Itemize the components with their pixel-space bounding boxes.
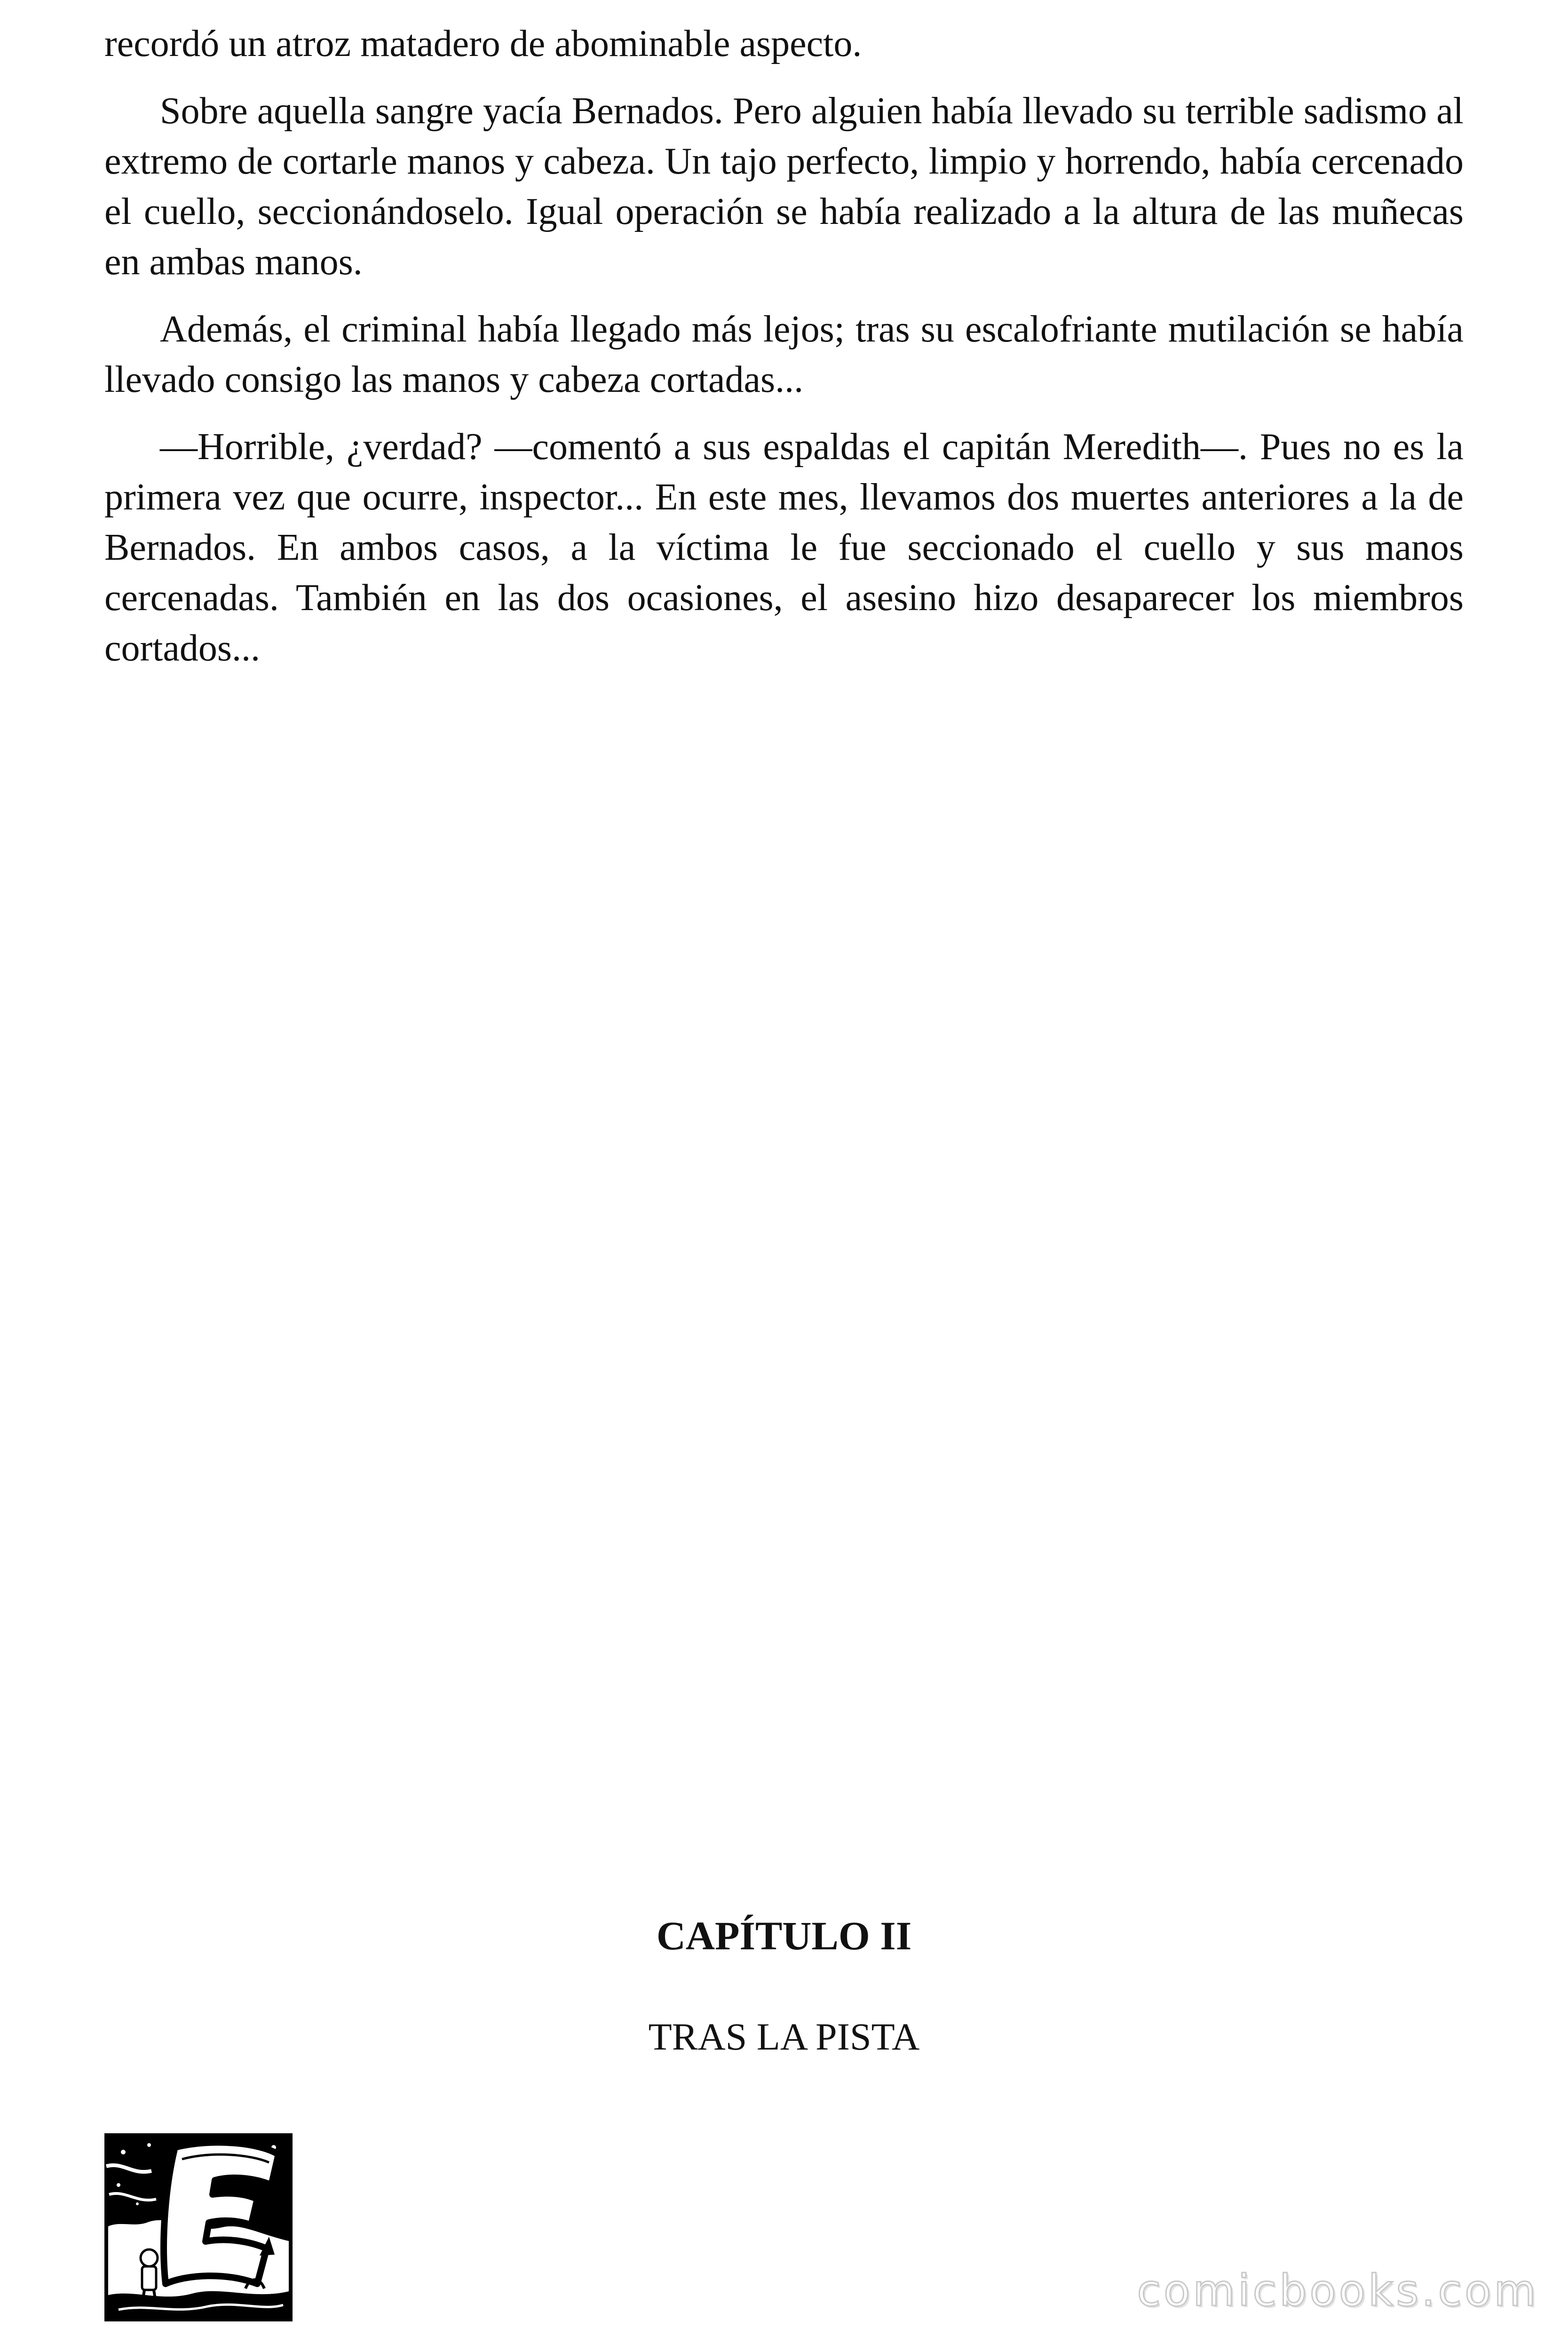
watermark: comicbooks.com	[1137, 2265, 1539, 2316]
paragraph: Además, el criminal había llegado más lejos; tras su escalofriante mutilación se había llevado consigo las manos y cabeza cortadas...	[104, 309, 1464, 400]
letter-e-astronaut-logo-icon	[104, 2133, 293, 2321]
paragraph: Sobre aquella sangre yacía Bernados. Pero alguien había llevado su terrible sadismo al extremo de cortarle manos y cabeza. Un tajo perfecto, limpio y horrendo, había cercenado el cuello, seccionándoselo. Igual operación se había realizado a la altura de las muñecas en ambas manos.	[104, 90, 1464, 283]
body-text	[104, 19, 1464, 691]
chapter-title: TRAS LA PISTA	[648, 2015, 920, 2058]
paragraph: —Horrible, ¿verdad? —comentó a sus espaldas el capitán Meredith—. Pues no es la primera vez que ocurre, inspector... En este mes, llevamos dos muertes anteriores a la de Bernados. En ambos casos, a la víctima le fue seccionado el cuello y sus manos cercenadas. También en las dos ocasiones, el asesino hizo desaparecer los miembros cortados...	[104, 426, 1464, 669]
chapter-number: CAPÍTULO II	[656, 1913, 912, 1958]
paragraph-continuation: recordó un atroz matadero de abominable aspecto.	[104, 23, 862, 64]
